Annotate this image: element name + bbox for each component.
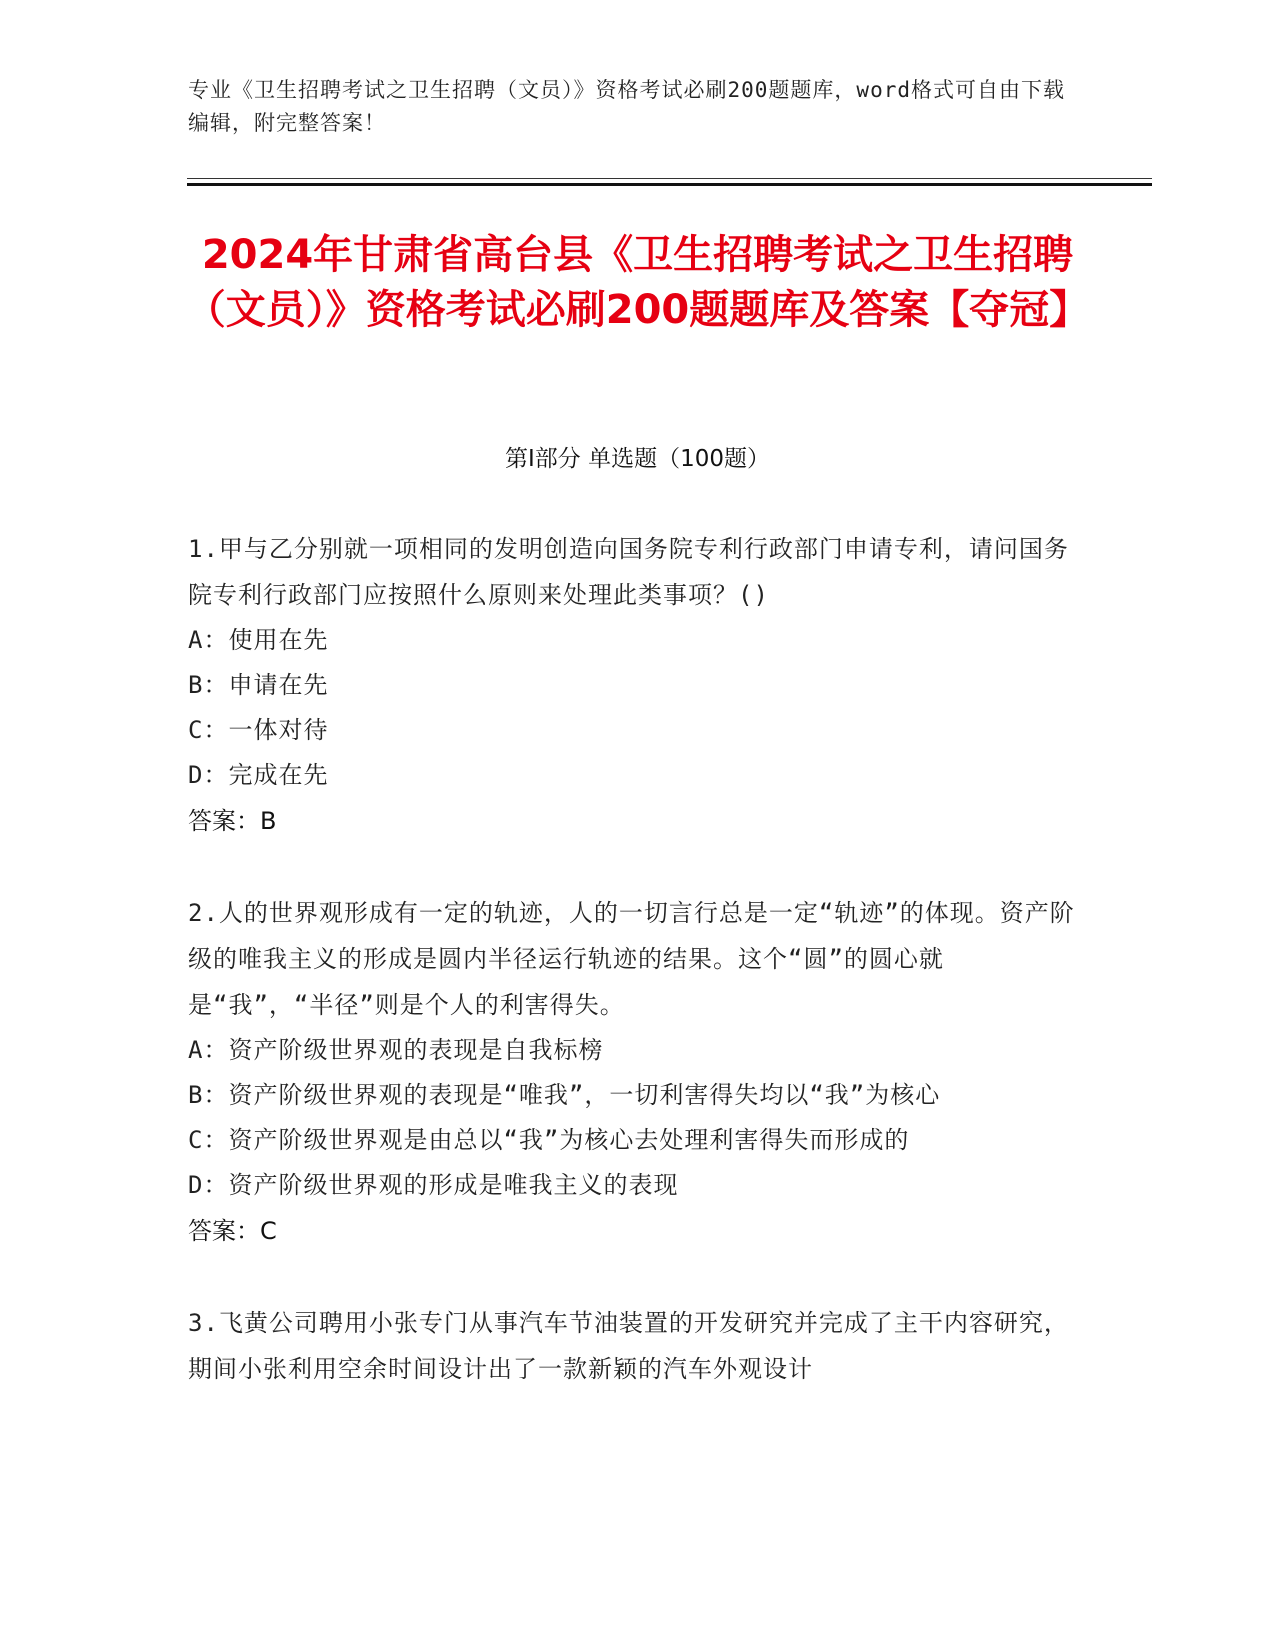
- option-d: D：资产阶级世界观的形成是唯我主义的表现: [188, 1171, 679, 1199]
- header-note: 专业《卫生招聘考试之卫生招聘（文员）》资格考试必刷200题题库，word格式可自由下载编辑，附完整答案！: [188, 78, 1065, 135]
- question-list: [188, 526, 1078, 1438]
- header-divider-thick: [187, 183, 1152, 186]
- option-c: C：一体对待: [188, 716, 329, 744]
- section-title: 第I部分 单选题（100题）: [505, 446, 770, 472]
- option-d: D：完成在先: [188, 761, 329, 789]
- option-c: C：资产阶级世界观是由总以“我”为核心去处理利害得失而形成的: [188, 1126, 910, 1154]
- option-b: B：申请在先: [188, 671, 329, 699]
- document-title: 2024年甘肃省高台县《卫生招聘考试之卫生招聘（文员）》资格考试必刷200题题库及答案【夺冠】: [185, 232, 1090, 333]
- question-2: [188, 890, 1078, 1254]
- answer: 答案：B: [188, 807, 277, 835]
- option-a: A：使用在先: [188, 626, 329, 654]
- question-stem: 3.飞黄公司聘用小张专门从事汽车节油装置的开发研究并完成了主干内容研究，期间小张利用空余时间设计出了一款新颖的汽车外观设计: [188, 1309, 1069, 1383]
- question-1: [188, 526, 1078, 844]
- option-a: A：资产阶级世界观的表现是自我标榜: [188, 1036, 604, 1064]
- question-3: [188, 1300, 1078, 1392]
- question-stem: 2.人的世界观形成有一定的轨迹，人的一切言行总是一定“轨迹”的体现。资产阶级的唯我主义的形成是圆内半径运行轨迹的结果。这个“圆”的圆心就是“我”，“半径”则是个人的利害得失。: [188, 899, 1075, 1019]
- header-divider-thin: [187, 178, 1152, 179]
- question-stem: 1.甲与乙分别就一项相同的发明创造向国务院专利行政部门申请专利，请问国务院专利行政部门应按照什么原则来处理此类事项？(): [188, 535, 1069, 609]
- answer: 答案：C: [188, 1217, 277, 1245]
- option-b: B：资产阶级世界观的表现是“唯我”，一切利害得失均以“我”为核心: [188, 1081, 941, 1109]
